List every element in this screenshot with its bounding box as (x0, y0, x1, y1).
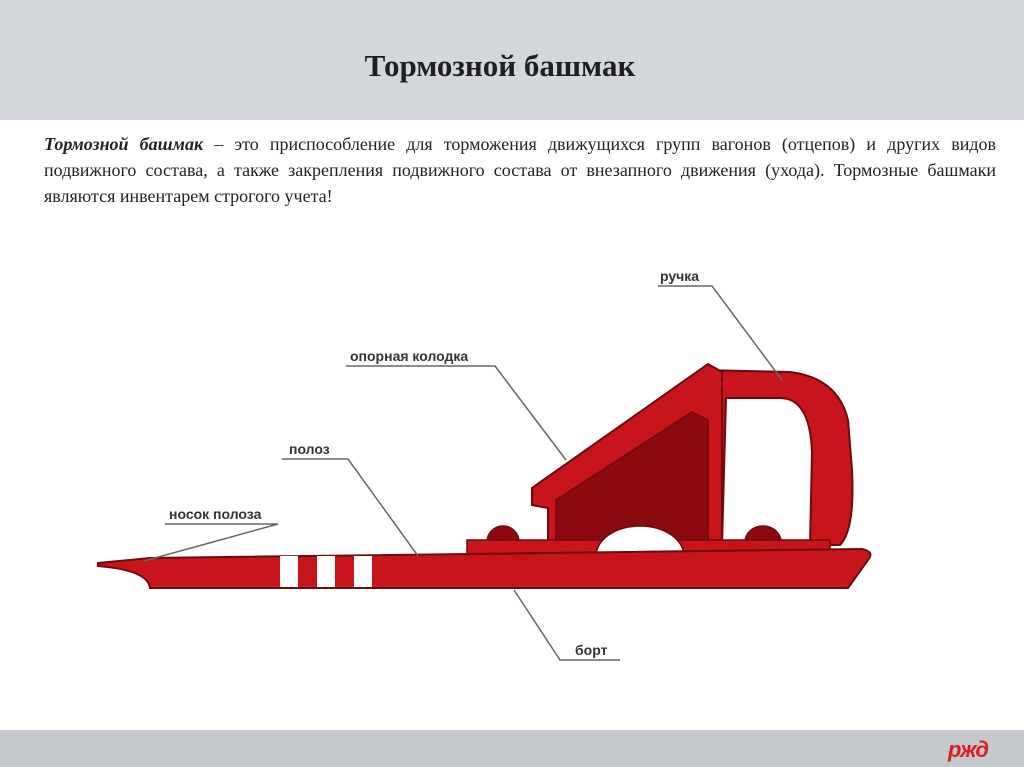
rzd-logo: ржд (948, 737, 988, 762)
leader-runner (282, 459, 418, 556)
label-side: борт (575, 642, 608, 658)
label-support-block: опорная колодка (350, 348, 469, 364)
label-runner-toe: носок полоза (169, 506, 262, 522)
leader-runner-toe (144, 524, 278, 561)
runner-stripe-2 (317, 556, 335, 587)
description-text: – это приспособление для торможения движущихся групп вагонов (отцепов) и других видов подвижного состава, а также закрепления подвижного состава от внезапного движения (ухода). Тормозные башмаки являются инвентарем строгого учета! (44, 134, 997, 206)
leader-support-block (346, 366, 566, 460)
runner-stripe-3 (354, 556, 372, 587)
label-runner: полоз (289, 441, 330, 457)
runner-stripe-1 (280, 556, 298, 587)
label-handle: ручка (660, 268, 700, 284)
leader-handle (658, 286, 782, 380)
runner (98, 549, 870, 588)
description-term: Тормозной башмак (44, 134, 204, 154)
footer-bar (0, 730, 1024, 767)
page-title: Тормозной башмак (364, 48, 636, 83)
